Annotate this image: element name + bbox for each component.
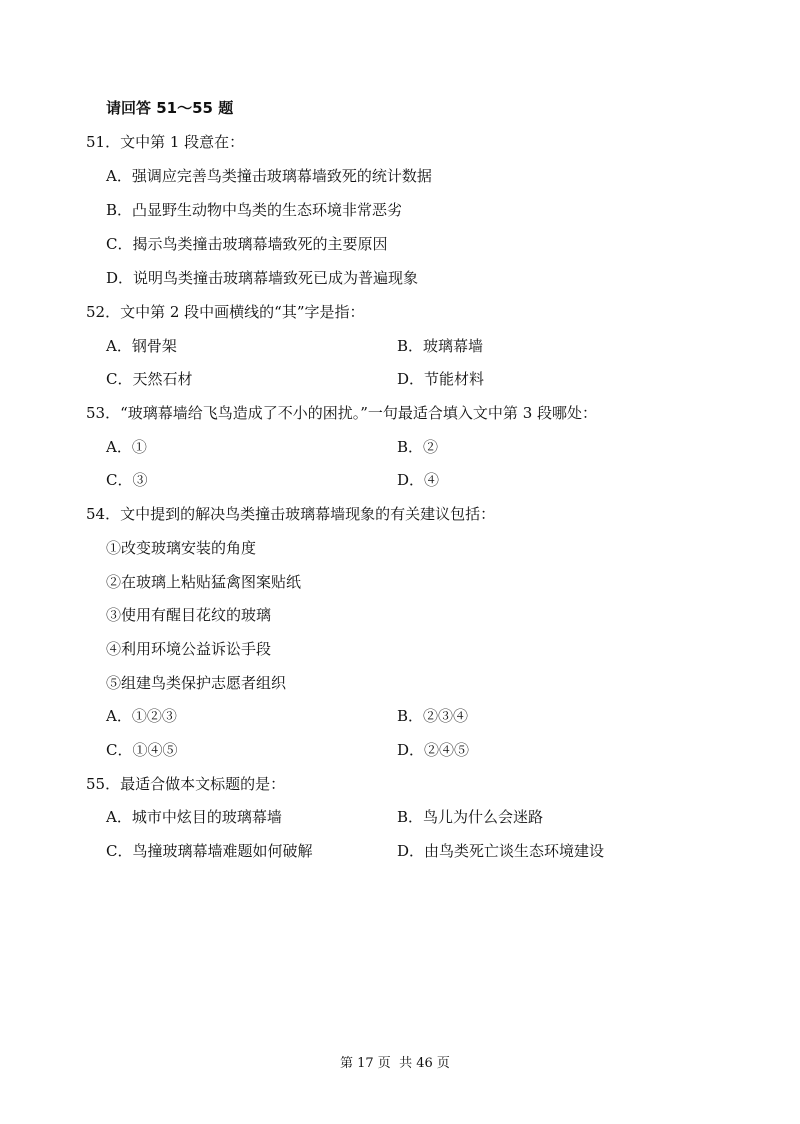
question-51-option-d: D．说明鸟类撞击玻璃幕墙致死已成为普遍现象 xyxy=(106,269,419,287)
question-52-option-d: D．节能材料 xyxy=(397,370,485,388)
question-51-option-b: B．凸显野生动物中鸟类的生态环境非常恶劣 xyxy=(106,201,403,219)
section-heading: 请回答 51～55 题 xyxy=(106,99,234,117)
question-55-option-b: B．鸟儿为什么会迷路 xyxy=(397,808,544,826)
page-footer: 第 17 页 共 46 页 xyxy=(340,1056,450,1071)
question-55-option-a: A．城市中炫目的玻璃幕墙 xyxy=(106,808,282,826)
question-54-item-1: ①改变玻璃安装的角度 xyxy=(106,539,257,557)
question-52-option-b: B．玻璃幕墙 xyxy=(397,337,484,355)
question-53-option-b: B．② xyxy=(397,438,439,456)
question-52-option-c: C．天然石材 xyxy=(106,370,193,388)
question-54-option-c: C．①④⑤ xyxy=(106,741,178,759)
question-51-stem: 51．文中第 1 段意在： xyxy=(86,133,245,151)
question-55-stem: 55．最适合做本文标题的是： xyxy=(86,775,286,793)
question-54-item-2: ②在玻璃上粘贴猛禽图案贴纸 xyxy=(106,573,302,591)
question-51-option-c: C．揭示鸟类撞击玻璃幕墙致死的主要原因 xyxy=(106,235,388,253)
question-54-item-3: ③使用有醒目花纹的玻璃 xyxy=(106,606,272,624)
question-54-stem: 54．文中提到的解决鸟类撞击玻璃幕墙现象的有关建议包括： xyxy=(86,505,496,523)
question-53-option-d: D．④ xyxy=(397,471,440,489)
question-54-option-b: B．②③④ xyxy=(397,707,469,725)
question-54-option-a: A．①②③ xyxy=(106,707,177,725)
question-52-stem: 52．文中第 2 段中画横线的“其”字是指： xyxy=(86,303,365,321)
question-53-option-a: A．① xyxy=(106,438,147,456)
question-53-option-c: C．③ xyxy=(106,471,148,489)
question-54-option-d: D．②④⑤ xyxy=(397,741,470,759)
question-52-option-a: A．钢骨架 xyxy=(106,337,177,355)
question-55-option-d: D．由鸟类死亡谈生态环境建设 xyxy=(397,842,605,860)
question-54-item-5: ⑤组建鸟类保护志愿者组织 xyxy=(106,674,287,692)
question-51-option-a: A．强调应完善鸟类撞击玻璃幕墙致死的统计数据 xyxy=(106,167,432,185)
question-54-item-4: ④利用环境公益诉讼手段 xyxy=(106,640,272,658)
question-55-option-c: C．鸟撞玻璃幕墙难题如何破解 xyxy=(106,842,313,860)
question-53-stem: 53．“玻璃幕墙给飞鸟造成了不小的困扰。”一句最适合填入文中第 3 段哪处： xyxy=(86,404,598,422)
